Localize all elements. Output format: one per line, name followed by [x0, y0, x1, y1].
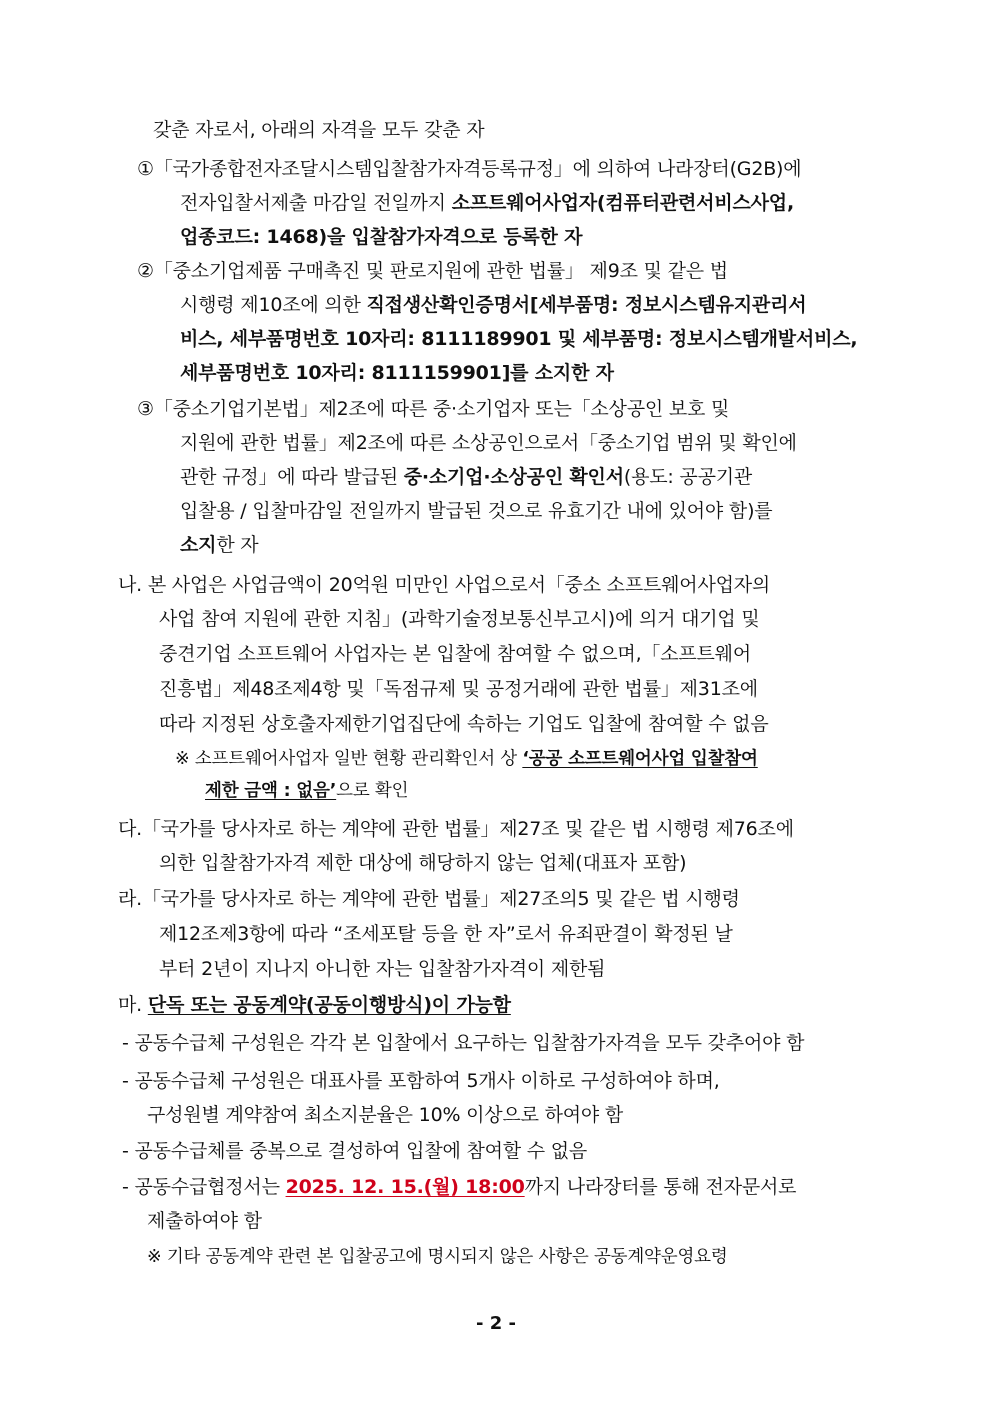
note: [147, 1244, 728, 1270]
text: 구성원별 계약참여 최소지분율은 10% 이상으로 하여야 함: [147, 1104, 624, 1126]
bold-text: 소프트웨어사업자(컴퓨터관련서비스사업,: [451, 192, 794, 214]
text: 부터 2년이 지나지 아니한 자는 입찰참가자격이 제한됨: [159, 958, 606, 980]
text: 전자입찰서제출 마감일 전일까지: [180, 192, 452, 214]
line: [159, 921, 733, 947]
text: 관한 규정」에 따라 발급된: [180, 466, 404, 488]
line: [180, 326, 857, 352]
line: [159, 641, 751, 667]
text: 나. 본 사업은 사업금액이 20억원 미만인 사업으로서「중소 소프트웨어사업자의: [118, 574, 771, 596]
text: 시행령 제10조에 의한: [180, 294, 367, 316]
deadline-text: 2025. 12. 15.(월) 18:00: [285, 1176, 525, 1198]
line: [159, 606, 760, 632]
bold-text: 중·소기업·소상공인 확인서: [403, 466, 624, 488]
text: ①「국가종합전자조달시스템입찰참가자격등록규정」에 의하여 나라장터(G2B)에: [137, 158, 802, 180]
text: 까지 나라장터를 통해 전자문서로: [524, 1176, 797, 1198]
text: 제12조제3항에 따라 “조세포탈 등을 한 자”로서 유죄판결이 확정된 날: [159, 923, 733, 945]
text: - 공동수급체 구성원은 대표사를 포함하여 5개사 이하로 구성하여야 하며,: [122, 1070, 720, 1092]
text: 다.「국가를 당사자로 하는 계약에 관한 법률」제27조 및 같은 법 시행령 제76조에: [118, 818, 794, 840]
text: 진흥법」제48조제4항 및「독점규제 및 공정거래에 관한 법률」제31조에: [159, 678, 758, 700]
text: 지원에 관한 법률」제2조에 따른 소상공인으로서「중소기업 범위 및 확인에: [180, 432, 797, 454]
text: - 공동수급체 구성원은 각각 본 입찰에서 요구하는 입찰참가자격을 모두 갖추어야 함: [122, 1032, 805, 1054]
text: ③「중소기업기본법」제2조에 따른 중·소기업자 또는「소상공인 보호 및: [137, 398, 730, 420]
text: - 공동수급협정서는: [122, 1176, 286, 1198]
underlined-text: 제한 금액 : 없음’: [205, 781, 337, 801]
line: [153, 117, 484, 143]
underlined-text: 단독 또는 공동계약(공동이행방식)이 가능함: [147, 994, 511, 1016]
bold-text: 소지: [180, 534, 217, 556]
text: 따라 지정된 상호출자제한기업집단에 속하는 기업도 입찰에 참여할 수 없음: [159, 713, 769, 735]
line: [180, 532, 258, 558]
text: 세부품명번호 10자리: 8111159901]를 소지한 자: [180, 362, 614, 384]
text: 갖춘 자로서, 아래의 자격을 모두 갖춘 자: [153, 119, 485, 141]
section-ma: [118, 992, 511, 1018]
line: [205, 778, 408, 804]
clause-2: [137, 258, 728, 284]
text: - 공동수급체를 중복으로 결성하여 입찰에 참여할 수 없음: [122, 1140, 588, 1162]
line: [180, 430, 797, 456]
line: [147, 1208, 262, 1234]
text: ※ 소프트웨어사업자 일반 현황 관리확인서 상: [175, 749, 523, 769]
text: 의한 입찰참가자격 제한 대상에 해당하지 않는 업체(대표자 포함): [159, 852, 687, 874]
text: 비스, 세부품명번호 10자리: 8111189901 및 세부품명: 정보시스템개발서비스,: [180, 328, 858, 350]
line: [180, 224, 582, 250]
line: [159, 850, 686, 876]
bold-text: 직접생산확인증명서[세부품명: 정보시스템유지관리서: [366, 294, 807, 316]
text: 업종코드: 1468)을 입찰참가자격으로 등록한 자: [180, 226, 583, 248]
line: [180, 360, 614, 386]
bullet: [122, 1138, 587, 1164]
clause-1: [137, 156, 801, 182]
line: [147, 1102, 623, 1128]
text: 제출하여야 함: [147, 1210, 262, 1232]
line: [159, 956, 605, 982]
text: 마.: [118, 994, 148, 1016]
line: [180, 498, 772, 524]
bullet: [122, 1068, 720, 1094]
text: 사업 참여 지원에 관한 지침」(과학기술정보통신부고시)에 의거 대기업 및: [159, 608, 760, 630]
section-da: [118, 816, 794, 842]
section-ra: [118, 886, 740, 912]
line: [180, 464, 752, 490]
line: [159, 676, 758, 702]
text: 중견기업 소프트웨어 사업자는 본 입찰에 참여할 수 없으며,「소프트웨어: [159, 643, 751, 665]
text: ※ 기타 공동계약 관련 본 입찰공고에 명시되지 않은 사항은 공동계약운영요령: [147, 1247, 728, 1267]
line: [159, 711, 769, 737]
note: [175, 746, 758, 772]
section-na: [118, 572, 770, 598]
text: 입찰용 / 입찰마감일 전일까지 발급된 것으로 유효기간 내에 있어야 함)를: [180, 500, 773, 522]
text: 으로 확인: [336, 781, 409, 801]
bullet: [122, 1174, 796, 1200]
line: [180, 190, 794, 216]
text: ②「중소기업제품 구매촉진 및 판로지원에 관한 법률」 제9조 및 같은 법: [137, 260, 728, 282]
bullet: [122, 1030, 804, 1056]
text: (용도: 공공기관: [623, 466, 753, 488]
line: [180, 292, 806, 318]
page-number: - 2 -: [476, 1313, 516, 1334]
underlined-text: ‘공공 소프트웨어사업 입찰참여: [522, 749, 758, 769]
clause-3: [137, 396, 729, 422]
text: 한 자: [216, 534, 259, 556]
text: 라.「국가를 당사자로 하는 계약에 관한 법률」제27조의5 및 같은 법 시행령: [118, 888, 740, 910]
